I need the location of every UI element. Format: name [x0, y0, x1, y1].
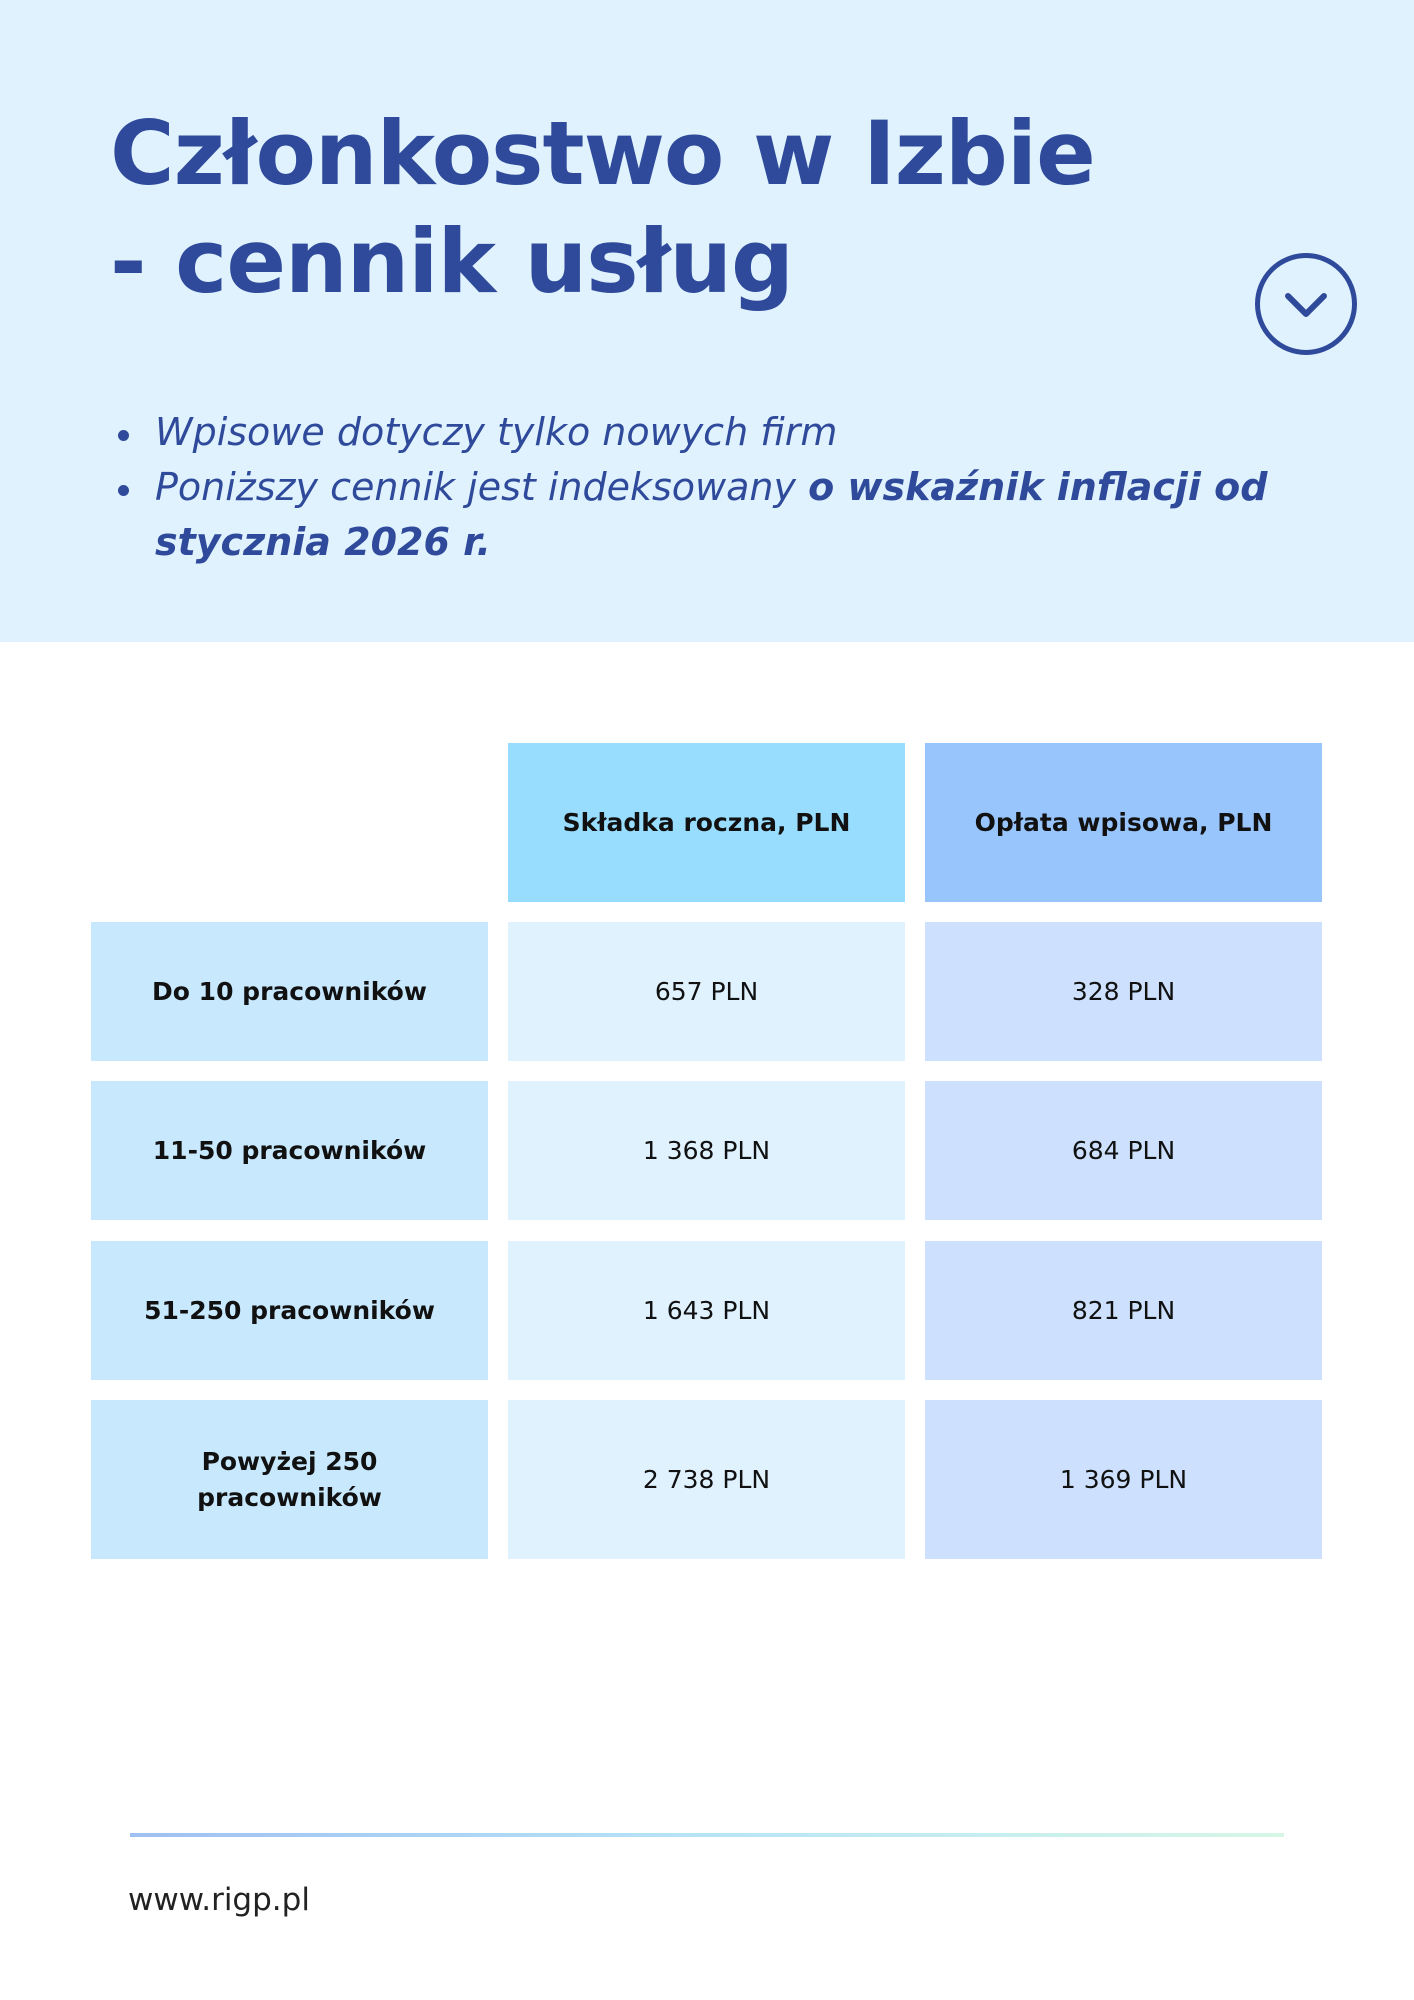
info-bullets: [115, 405, 1315, 570]
table-cell-annual: 1 368 PLN: [508, 1081, 905, 1220]
bullet-text: Poniższy cennik jest indeksowany: [155, 465, 809, 509]
table-cell-annual: 657 PLN: [508, 922, 905, 1061]
chevron-down-icon[interactable]: [1255, 253, 1357, 355]
page-title: [110, 100, 1095, 316]
row-label: Do 10 pracowników: [91, 922, 488, 1061]
row-label: 11-50 pracowników: [91, 1081, 488, 1220]
bullet-text: Wpisowe dotyczy tylko nowych firm: [155, 410, 838, 454]
chevron-down-icon-svg: [1260, 258, 1352, 350]
bullet-text-bold: o wskaźnik inflacji od stycznia 2026 r.: [155, 465, 1268, 564]
table-cell-entry: 1 369 PLN: [925, 1400, 1322, 1559]
table-cell-annual: 1 643 PLN: [508, 1241, 905, 1380]
table-cell-entry: 821 PLN: [925, 1241, 1322, 1380]
row-label: 51-250 pracowników: [91, 1241, 488, 1380]
row-label: Powyżej 250 pracowników: [91, 1400, 488, 1559]
column-header-annual-fee: Składka roczna, PLN: [508, 743, 905, 902]
bullet-dot-icon: [118, 485, 129, 496]
header-section: [0, 0, 1414, 642]
footer-website-link[interactable]: www.rigp.pl: [128, 1882, 310, 1918]
title-line-2: - cennik usług: [110, 210, 793, 313]
table-cell-entry: 328 PLN: [925, 922, 1322, 1061]
bullet-item-new-firms: [115, 405, 1315, 460]
bullet-item-indexation: [115, 460, 1315, 570]
column-header-entry-fee: Opłata wpisowa, PLN: [925, 743, 1322, 902]
bullet-dot-icon: [118, 430, 129, 441]
title-line-1: Członkostwo w Izbie: [110, 102, 1095, 205]
footer-divider: [130, 1833, 1284, 1837]
table-cell-annual: 2 738 PLN: [508, 1400, 905, 1559]
table-cell-entry: 684 PLN: [925, 1081, 1322, 1220]
